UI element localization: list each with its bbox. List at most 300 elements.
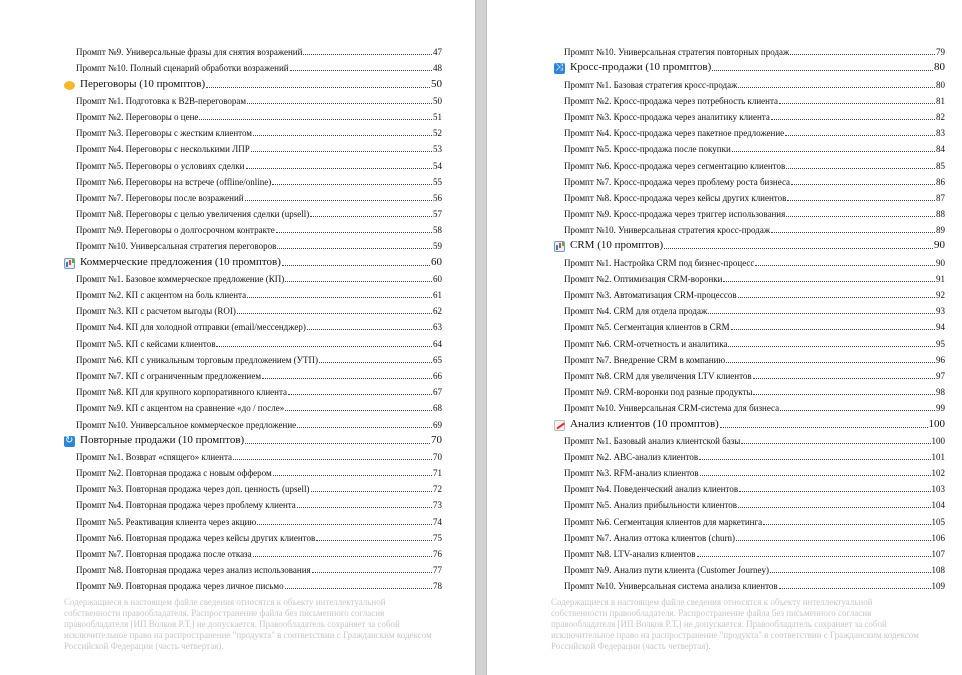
toc-entry-title	[76, 322, 306, 333]
toc-entry[interactable]	[0, 285, 475, 301]
toc-entry-label: Переговоры (10 промптов)	[80, 77, 206, 90]
toc-entry[interactable]	[0, 139, 475, 155]
toc-entry-label: Промпт №1. Базовая стратегия кросс-продаж	[564, 79, 738, 90]
toc-page-number: 109	[931, 581, 945, 592]
toc-entry-title	[564, 274, 722, 285]
toc-entry-title	[76, 484, 310, 495]
toc-entry[interactable]	[487, 188, 962, 204]
toc-entry-title	[564, 225, 770, 236]
toc-entry-label: Промпт №8. CRM для увеличения LTV клиентов	[564, 370, 752, 381]
toc-entry-title	[76, 468, 272, 479]
dot-leader	[755, 265, 935, 266]
dot-leader	[245, 443, 430, 444]
toc-entry[interactable]	[487, 382, 962, 398]
toc-entry-title	[564, 500, 737, 511]
toc-entry[interactable]	[487, 576, 962, 592]
toc-entry-label: Промпт №6. CRM-отчетность и аналитика	[564, 338, 728, 349]
toc-entry-title	[76, 128, 252, 139]
toc-entry-label: Промпт №3. RFM-анализ клиентов	[564, 468, 699, 479]
dot-leader	[272, 184, 432, 185]
dot-leader	[738, 297, 935, 298]
toc-entry[interactable]	[0, 58, 475, 74]
toc-entry[interactable]	[487, 463, 962, 479]
toc-page-number: 100	[928, 417, 945, 430]
toc-entry-title	[76, 500, 296, 511]
toc-entry-title	[64, 256, 281, 269]
toc-section-heading[interactable]	[0, 74, 475, 90]
toc-entry-label: Промпт №10. Универсальная система анализа клиентов	[564, 581, 778, 592]
toc-entry-label: Промпт №3. Переговоры с жестким клиентом	[76, 128, 253, 139]
toc-entry[interactable]	[0, 544, 475, 560]
toc-entry-title	[76, 339, 215, 350]
dot-leader	[206, 87, 430, 88]
toc-entry[interactable]	[487, 285, 962, 301]
toc-entry-title	[76, 581, 284, 592]
toc-entry-title	[564, 209, 785, 220]
toc-page-number: 54	[433, 160, 442, 171]
toc-page-number: 60	[431, 255, 442, 268]
toc-entry-label: Промпт №9. CRM-воронки под разные продукты	[564, 387, 753, 398]
toc-entry-title	[76, 63, 289, 74]
toc-entry-label: Промпт №4. Переговоры с несколькими ЛПР	[76, 144, 250, 155]
toc-page-number: 59	[433, 241, 442, 252]
toc-entry-label: Промпт №10. Универсальная стратегия кросс-продаж	[564, 225, 771, 236]
toc-page-number: 72	[433, 484, 442, 495]
dot-leader	[297, 427, 432, 428]
dot-leader	[253, 135, 432, 136]
toc-entry-label: Промпт №3. Кросс-продажа через аналитику клиента	[564, 111, 770, 122]
toc-page-number: 74	[433, 516, 442, 527]
toc-page-number: 102	[931, 468, 945, 479]
dot-leader	[786, 168, 935, 169]
toc-entry-label: Промпт №7. Внедрение CRM в компанию	[564, 354, 726, 365]
toc-entry-title	[564, 306, 707, 317]
toc-entry-title	[76, 565, 311, 576]
toc-page-number: 70	[433, 451, 442, 462]
toc-page-number: 86	[936, 176, 945, 187]
copyright-footer: Содержащиеся в настоящем файле сведения относятся к объекту интеллектуальной собственности правообладателя. Распространение файла без письменного согласия правообладателя [ИП Волков Р.Т.] не допускается. Правообладатель сохраняет за собой исключительное право на распространение "продукта" в соответствии с Гражданским кодексом Российской Федерации (часть четвертая).	[551, 597, 919, 651]
toc-entry[interactable]	[0, 366, 475, 382]
toc-entry-label: Промпт №10. Универсальная стратегия переговоров	[76, 241, 277, 252]
toc-entry-title	[76, 96, 246, 107]
toc-page-number: 85	[936, 160, 945, 171]
dot-leader	[770, 572, 931, 573]
dot-leader	[785, 135, 935, 136]
toc-entry-title	[76, 47, 302, 58]
toc-entry-label: Промпт №1. Возврат «спящего» клиента	[76, 451, 232, 462]
toc-page-number: 57	[433, 209, 442, 220]
toc-entry[interactable]	[487, 301, 962, 317]
toc-entry-title	[564, 258, 754, 269]
toc-entry[interactable]	[0, 155, 475, 171]
toc-page-number: 52	[433, 128, 442, 139]
toc-page-number: 92	[936, 290, 945, 300]
toc-entry-title	[564, 581, 778, 592]
toc-section-heading[interactable]	[0, 431, 475, 447]
toc-page-number: 83	[936, 128, 945, 139]
page-separator	[475, 0, 487, 675]
toc-entry-title	[564, 355, 725, 366]
toc-entry-title	[76, 290, 246, 301]
toc-page-number: 95	[936, 338, 945, 349]
toc-entry-label: Промпт №2. Переговоры о цене	[76, 111, 199, 122]
toc-entry-label: Промпт №10. Универсальная стратегия повторных продаж	[564, 47, 790, 58]
toc-entry[interactable]	[487, 107, 962, 123]
toc-entry-label: Промпт №9. КП с акцентом на сравнение «до / после»	[76, 403, 285, 414]
toc-page-number: 84	[936, 144, 945, 155]
dot-leader	[753, 378, 935, 379]
toc-entry[interactable]	[0, 495, 475, 511]
toc-entry-title	[564, 177, 790, 188]
toc-page-number: 70	[431, 433, 442, 446]
toc-entry[interactable]	[0, 269, 475, 285]
toc-entry-title	[76, 371, 261, 382]
toc-entry-label: Промпт №8. Повторная продажа через анализ использования	[76, 565, 311, 576]
toc-entry[interactable]	[487, 398, 962, 414]
toc-entry[interactable]	[0, 42, 475, 58]
toc-entry[interactable]	[0, 236, 475, 252]
toc-entry[interactable]	[0, 576, 475, 592]
toc-entry[interactable]	[0, 107, 475, 123]
dot-leader	[736, 540, 930, 541]
toc-page-number: 73	[433, 500, 442, 511]
dot-leader	[779, 103, 935, 104]
toc-entry-title	[554, 239, 663, 252]
dot-leader	[712, 70, 933, 71]
toc-entry[interactable]	[487, 366, 962, 382]
toc-entry[interactable]	[487, 139, 962, 155]
toc-page-number: 103	[931, 484, 945, 495]
toc-entry-title	[64, 434, 244, 447]
dot-leader	[738, 507, 930, 508]
toc-page-number: 58	[433, 225, 442, 236]
toc-entry-title	[76, 517, 256, 528]
toc-entry-title	[76, 403, 284, 414]
toc-entry[interactable]	[487, 528, 962, 544]
toc-entry[interactable]	[487, 155, 962, 171]
toc-entry-title	[76, 387, 287, 398]
dot-leader	[319, 362, 432, 363]
toc-page-number: 75	[433, 532, 442, 543]
toc-entry-label: Промпт №6. КП с уникальным торговым предложением (УТП)	[76, 354, 319, 365]
toc-entry-label: Промпт №9. Повторная продажа через личное письмо	[76, 581, 284, 592]
toc-entry-label: Промпт №2. ABC-анализ клиентов	[564, 451, 699, 462]
toc-entry-label: Промпт №9. Анализ пути клиента (Customer Journey)	[564, 565, 769, 576]
dot-leader	[316, 540, 432, 541]
toc-entry-label: Промпт №1. Подготовка к B2B-переговорам	[76, 95, 247, 106]
toc-entry-title	[76, 533, 315, 544]
toc-entry[interactable]	[487, 74, 962, 90]
dot-leader	[723, 281, 935, 282]
toc-page-number: 104	[931, 500, 945, 511]
toc-entry-title	[76, 161, 245, 172]
toc-entry-label: Промпт №5. Сегментация клиентов в CRM	[564, 322, 730, 333]
document-page-right	[487, 0, 962, 675]
toc-entry[interactable]	[487, 172, 962, 188]
toc-page-number: 90	[936, 257, 945, 268]
toc-entry-title	[76, 306, 236, 317]
toc-entry[interactable]	[0, 317, 475, 333]
toc-entry-title	[76, 420, 296, 431]
toc-page-number: 66	[433, 370, 442, 381]
toc-entry[interactable]	[0, 414, 475, 430]
dot-leader	[307, 329, 432, 330]
toc-entry-label: Промпт №5. Реактивация клиента через акцию	[76, 516, 257, 527]
toc-section-heading[interactable]	[487, 414, 962, 430]
toc-entry[interactable]	[487, 431, 962, 447]
dot-leader	[787, 200, 935, 201]
toc-entry[interactable]	[487, 204, 962, 220]
toc-entry[interactable]	[0, 398, 475, 414]
dot-leader	[771, 119, 935, 120]
dot-leader	[199, 119, 432, 120]
toc-entry-label: Промпт №6. Повторная продажа через кейсы других клиентов	[76, 532, 316, 543]
toc-entry[interactable]	[0, 301, 475, 317]
dot-leader	[247, 297, 432, 298]
toc-entry-label: Промпт №1. Базовый анализ клиентской базы	[564, 435, 741, 446]
toc-entry-title	[564, 96, 778, 107]
dot-leader	[700, 475, 931, 476]
toc-entry-title	[76, 225, 275, 236]
toc-page-number: 89	[936, 225, 945, 236]
toc-entry[interactable]	[487, 495, 962, 511]
toc-page-number: 108	[931, 565, 945, 576]
dot-leader	[791, 184, 935, 185]
dot-leader	[311, 491, 432, 492]
document-page-left	[0, 0, 475, 675]
toc-page-number: 96	[936, 354, 945, 365]
toc-entry-title	[76, 241, 276, 252]
dot-leader	[726, 362, 935, 363]
toc-entry[interactable]	[487, 333, 962, 349]
toc-entry-label: Анализ клиентов (10 промптов)	[570, 417, 719, 430]
toc-entry[interactable]	[487, 42, 962, 58]
toc-page-number: 60	[433, 273, 442, 284]
toc-entry-label: Промпт №6. Переговоры на встрече (offline/online)	[76, 176, 272, 187]
toc-entry-label: Промпт №7. Повторная продажа после отказа	[76, 549, 252, 559]
toc-entry[interactable]	[0, 91, 475, 107]
dot-leader	[277, 248, 432, 249]
toc-entry-title	[564, 371, 752, 382]
dot-leader	[233, 459, 432, 460]
toc-entry[interactable]	[0, 333, 475, 349]
toc-page-number: 100	[931, 435, 945, 446]
toc-entry-title	[564, 193, 786, 204]
toc-page-number: 105	[931, 516, 945, 527]
toc-entry-title	[76, 549, 252, 560]
toc-entry-label: Промпт №6. Кросс-продажа через сегментацию клиентов	[564, 160, 786, 171]
dot-leader	[290, 70, 432, 71]
dot-leader	[312, 572, 432, 573]
toc-entry-title	[64, 78, 205, 91]
toc-page-number: 94	[936, 322, 945, 333]
toc-entry-label: Промпт №10. Универсальное коммерческое предложение	[76, 419, 297, 430]
toc-entry-label: Промпт №2. Оптимизация CRM-воронки	[564, 273, 723, 284]
toc-entry-label: Промпт №1. Настройка CRM под бизнес-процесс	[564, 257, 755, 268]
toc-page-number: 98	[936, 387, 945, 398]
toc-entry-label: Промпт №4. КП для холодной отправки (email/мессенджер)	[76, 322, 306, 333]
toc-entry-label: Промпт №2. Кросс-продажа через потребность клиента	[564, 95, 779, 106]
toc-entry-title	[554, 418, 719, 431]
toc-entry[interactable]	[0, 479, 475, 495]
toc-entry-label: Промпт №7. Переговоры после возражений	[76, 192, 244, 203]
toc-entry[interactable]	[0, 188, 475, 204]
dot-leader	[699, 459, 930, 460]
toc-page-number: 48	[433, 63, 442, 74]
dot-leader	[245, 200, 432, 201]
toc-entry-title	[564, 290, 737, 301]
toc-page-number: 77	[433, 565, 442, 576]
dot-leader	[720, 427, 928, 428]
toc-entry-label: Промпт №4. Повторная продажа через проблему клиента	[76, 500, 296, 511]
dot-leader	[780, 410, 935, 411]
toc-page-number: 91	[936, 273, 945, 284]
dot-leader	[251, 151, 432, 152]
toc-entry-label: Промпт №4. Поведенческий анализ клиентов	[564, 484, 739, 495]
toc-entry[interactable]	[487, 91, 962, 107]
bar-chart-icon	[554, 241, 565, 252]
toc-entry-title	[76, 355, 318, 366]
toc-entry[interactable]	[487, 544, 962, 560]
dot-leader	[285, 410, 432, 411]
dot-leader	[741, 443, 930, 444]
toc-page-number: 80	[934, 61, 945, 74]
toc-entry-title	[564, 128, 784, 139]
toc-entry-label: Промпт №3. КП с расчетом выгоды (ROI)	[76, 306, 236, 317]
repeat-icon	[64, 436, 75, 447]
toc-entry[interactable]	[0, 447, 475, 463]
toc-entry[interactable]	[0, 463, 475, 479]
toc-entry-label: Промпт №6. Сегментация клиентов для маркетинга	[564, 516, 763, 527]
toc-entry[interactable]	[487, 317, 962, 333]
toc-entry[interactable]	[487, 447, 962, 463]
toc-entry[interactable]	[487, 350, 962, 366]
toc-section-heading[interactable]	[487, 58, 962, 74]
toc-page-number: 97	[936, 370, 945, 381]
toc-entry-label: Промпт №2. Повторная продажа с новым оффером	[76, 468, 272, 479]
toc-entry-label: Кросс-продажи (10 промптов)	[570, 61, 712, 74]
toc-entry-label: Промпт №5. Переговоры о условиях сделки	[76, 160, 245, 171]
toc-entry-label: Промпт №8. Переговоры с целью увеличения сделки (upsell)	[76, 209, 310, 220]
toc-entry-title	[564, 452, 698, 463]
dot-leader	[253, 556, 432, 557]
toc-entry-title	[564, 112, 770, 123]
toc-page-number: 50	[431, 77, 442, 90]
dot-leader	[285, 588, 432, 589]
dot-leader	[779, 588, 931, 589]
dot-leader	[288, 394, 432, 395]
toc-entry-title	[76, 209, 309, 220]
toc-entry[interactable]	[487, 252, 962, 268]
toc-entry-title	[564, 403, 779, 414]
bar-chart-icon	[64, 258, 75, 269]
toc-entry[interactable]	[0, 382, 475, 398]
toc-entry-title	[564, 144, 731, 155]
toc-entry[interactable]	[0, 528, 475, 544]
toc-entry-label: Промпт №7. КП с ограниченным предложением	[76, 370, 262, 381]
toc-entry-title	[76, 452, 232, 463]
toc-page-number: 80	[936, 79, 945, 90]
toc-page-number: 99	[936, 403, 945, 414]
toc-entry-label: Промпт №7. Кросс-продажа через проблему роста бизнеса	[564, 176, 791, 187]
toc-entry-label: Промпт №9. Переговоры о долгосрочном контракте	[76, 225, 275, 236]
toc-entry[interactable]	[487, 479, 962, 495]
toc-entry[interactable]	[0, 123, 475, 139]
toc-entry-title	[564, 533, 735, 544]
toc-entry-label: Промпт №5. Кросс-продажа после покупки	[564, 144, 731, 155]
toc-entry[interactable]	[0, 204, 475, 220]
toc-entry[interactable]	[0, 220, 475, 236]
toc-entry-title	[564, 468, 699, 479]
toc-page-number: 93	[936, 306, 945, 317]
dot-leader	[664, 248, 933, 249]
dot-leader	[732, 151, 935, 152]
toc-page-number: 51	[433, 111, 442, 122]
dot-leader	[697, 556, 931, 557]
toc-page-number: 65	[433, 354, 442, 365]
toc-entry-label: Промпт №5. КП с кейсами клиентов	[76, 338, 216, 349]
dot-leader	[262, 378, 432, 379]
toc-page-number: 81	[936, 95, 945, 106]
toc-entry-title	[564, 517, 762, 528]
dot-leader	[786, 216, 935, 217]
toc-page-number: 71	[433, 468, 442, 479]
toc-section-heading[interactable]	[487, 236, 962, 252]
dot-leader	[753, 394, 935, 395]
toc-entry[interactable]	[0, 350, 475, 366]
toc-entry-title	[564, 484, 738, 495]
trend-chart-icon	[554, 420, 565, 431]
toc-entry-title	[76, 193, 244, 204]
toc-entry-title	[564, 47, 789, 58]
toc-entry[interactable]	[487, 560, 962, 576]
table-of-contents	[0, 42, 475, 592]
toc-page-number: 90	[934, 239, 945, 252]
toc-entry-label: Промпт №1. Базовое коммерческое предложение (КП)	[76, 273, 285, 284]
dot-leader	[728, 346, 935, 347]
toc-entry-title	[76, 144, 250, 155]
toc-entry-label: Промпт №9. Кросс-продажа через триггер использования	[564, 209, 786, 220]
toc-entry-title	[554, 61, 711, 74]
toc-entry-title	[564, 549, 696, 560]
dot-leader	[739, 491, 930, 492]
toc-entry-title	[564, 436, 740, 447]
dot-leader	[273, 475, 432, 476]
toc-page-number: 101	[931, 451, 945, 462]
toc-entry[interactable]	[0, 511, 475, 527]
toc-entry-label: Промпт №3. Повторная продажа через доп. ценность (upsell)	[76, 484, 310, 495]
dot-leader	[237, 313, 432, 314]
toc-entry-label: Промпт №8. КП для крупного корпоративного клиента	[76, 387, 287, 398]
toc-page-number: 67	[433, 387, 442, 398]
toc-section-heading[interactable]	[0, 252, 475, 268]
toc-page-number: 53	[433, 144, 442, 155]
toc-page-number: 55	[433, 176, 442, 187]
toc-entry[interactable]	[487, 511, 962, 527]
dot-leader	[310, 216, 432, 217]
toc-entry[interactable]	[487, 123, 962, 139]
toc-entry[interactable]	[487, 220, 962, 236]
toc-entry[interactable]	[0, 172, 475, 188]
toc-entry[interactable]	[487, 269, 962, 285]
toc-entry-label: CRM (10 промптов)	[570, 239, 664, 252]
toc-entry-title	[564, 80, 737, 91]
toc-entry[interactable]	[0, 560, 475, 576]
toc-page-number: 56	[433, 192, 442, 203]
toc-entry-title	[564, 565, 769, 576]
dot-leader	[738, 87, 935, 88]
toc-entry-label: Повторные продажи (10 промптов)	[80, 433, 245, 446]
